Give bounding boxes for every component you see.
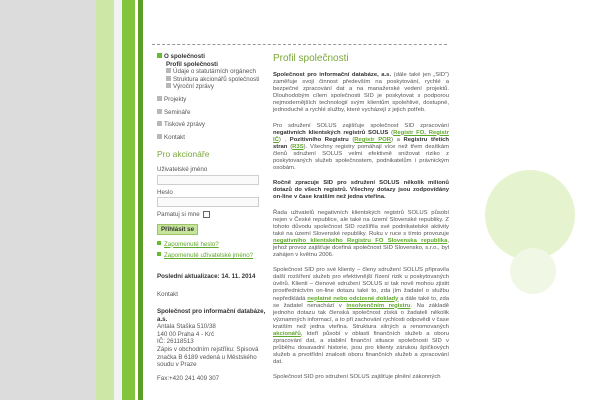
submenu <box>157 61 267 91</box>
username-label: Uživatelské jméno <box>157 165 208 173</box>
menu-item-o-spolecnosti[interactable]: O společnosti <box>157 53 267 61</box>
paragraph-queries: Ročně zpracuje SID pro sdružení SOLUS několik milionů dotazů do všech registrů. Všechny dotazy jsou zodpovídány on-line v čase kratším než jedna vteřina. <box>273 180 449 201</box>
contact-street: Antala Staška 510/38 <box>157 323 216 331</box>
password-label: Heslo <box>157 188 173 196</box>
forgot-username-link[interactable]: Zapomenuté uživatelské jméno? <box>164 252 254 260</box>
submenu-square-icon <box>166 68 171 73</box>
header-divider <box>152 44 447 45</box>
forgot-password-row <box>157 241 267 249</box>
link-registr-sk[interactable]: negativního klientského Registru FO Slovenska republika <box>273 237 448 244</box>
contact-block <box>157 308 267 382</box>
menu-item-kontakt[interactable]: Kontakt <box>157 134 267 142</box>
submenu-item-udaje[interactable]: Údaje o statutárních orgánech <box>166 68 267 76</box>
menu-square-icon <box>157 109 162 114</box>
remember-row <box>157 211 267 219</box>
last-update-date: 14. 11. 2014 <box>221 272 256 280</box>
submenu-square-icon <box>166 83 171 88</box>
last-update: Poslední aktualizace: 14. 11. 2014 <box>157 272 256 280</box>
paragraph-slovakia: Řada uživatelů negativních klientských registrů SOLUS působí nejen v České republice, ale také na území Slovenské republiky. Z tohoto důvodu společnost SID rozšířila své podnikatelské aktivity také na území Slovenské republiky. Ruku v ruce s tímto provozuje negativního klientského Registru FO Slovenska republika, jehož provoz zajišťuje dceřiná společnost SID Slovensko, s.r.o., byl zahájen v květnu 2006. <box>273 209 449 259</box>
page-title: Profil společnosti <box>273 53 349 64</box>
decor-circle-large <box>485 170 575 260</box>
password-input[interactable] <box>157 197 259 207</box>
remember-label: Pamatuj si mne <box>157 211 200 219</box>
menu-item-seminare[interactable]: Semináře <box>157 109 267 117</box>
link-registr-por[interactable]: Registr POR <box>354 136 391 143</box>
link-insolvencni-registr[interactable]: insolvenčním registru <box>346 302 411 309</box>
submenu-item-profil[interactable]: Profil společnosti <box>166 60 218 68</box>
bullet-icon <box>157 252 161 256</box>
link-registr-fo-ic[interactable]: Registr FO, Registr IČ <box>273 129 449 143</box>
contact-city: 140 00 Praha 4 - Krč <box>157 330 215 338</box>
menu-square-icon <box>157 121 162 126</box>
submenu-item-vyrocni[interactable]: Výroční zprávy <box>166 83 267 91</box>
stripe-light-gray-2 <box>114 0 122 400</box>
contact-org-name: Společnost pro informační databáze, a.s. <box>157 308 266 323</box>
paragraph-services: Společnost SID pro své klienty – členy sdružení SOLUS připravila další rozšíření služeb pro efektivnější řízení rizik u poskytovaných úvěrů. Klienti – členové sdružení SOLUS si tak nově mohou zjistit prostřednictvím on-line dotazu také to, zda jím žadatel o službu nepředkládá neplatné nebo odcizené doklady a dále také to, zda se žadatel nenachází v insolvenčním registru. Na základě jednoho dotazu tak členská společnost získá o žadateli několik významných informací, a to při zachování rychlosti odpovědi v čase kratším než jedna vteřina. Struktura silných a renomovaných akcionářů, kteří působí v oblasti finančních služeb a oboru zpracování dat, a stabilní finanční situace společnosti SID v průběhu dosavadní historie, jsou pro klienty zárukou špičkových služeb a prvotřídní znalosti oboru finančních služeb a zpracování dat. <box>273 267 450 366</box>
sidebar <box>157 53 267 382</box>
forgot-password-link[interactable]: Zapomenuté heslo? <box>164 240 219 248</box>
menu-item-tiskove-zpravy[interactable]: Tiskové zprávy <box>157 121 267 129</box>
main-content <box>273 53 449 390</box>
menu-square-icon <box>157 134 162 139</box>
decor-circle-small <box>510 248 556 294</box>
remember-checkbox[interactable] <box>203 211 210 218</box>
menu-square-icon <box>157 96 162 101</box>
paragraph-legal: Společnost SID pro sdružení SOLUS zajišťuje plnění zákonných <box>273 374 441 381</box>
submenu-square-icon <box>166 76 171 81</box>
contact-registry: Zápis v obchodním rejstříku: Spisová značka B 6189 vedená u Městského soudu v Praze <box>157 346 259 369</box>
contact-heading: Kontakt <box>157 290 178 298</box>
link-akcionari[interactable]: akcionářů <box>273 331 301 337</box>
stripe-left-gray <box>0 0 96 400</box>
paragraph-intro: Společnost pro informační databáze, a.s. (dále také jen „SID“) zaměřuje svoji činnost především na poskytování, rychlé a bezpečné zpracování dat a na manažerské vedení projektů. Dlouhodobým cílem společnosti SID je poskytovat s podporou nejmodernějších technologií svým klientům spolehlivé, dostupné, jednoduché a rychlé služby, které vycházejí z jejich potřeb. <box>273 72 449 114</box>
stripe-green <box>122 0 135 400</box>
link-doklady[interactable]: neplatné nebo odcizené doklady <box>307 295 399 302</box>
paragraph-registries: Pro sdružení SOLUS zajišťuje společnost SID zpracování negativních klientských registrů SOLUS (Registr FO, Registr IČ) , Pozitivního Registru (Registr POR) a Registru třetích stran (R3S). Všechny registry pomáhají více než třem desítkám členů sdružení SOLUS velmi efektivně snižovat riziko z poskytovaných služeb společnostem, podnikatelům i právnickým osobám. <box>273 122 449 172</box>
username-input[interactable] <box>157 175 259 185</box>
menu-item-projekty[interactable]: Projekty <box>157 96 267 104</box>
submenu-item-struktura[interactable]: Struktura akcionářů společnosti <box>166 76 267 84</box>
stripe-light-green <box>96 0 114 400</box>
bullet-icon <box>157 241 161 245</box>
contact-fax: Fax:+420 241 409 307 <box>157 374 220 382</box>
login-title: Pro akcionáře <box>157 149 210 160</box>
contact-ic: IČ: 26118513 <box>157 338 194 346</box>
forgot-username-row <box>157 252 267 260</box>
login-button[interactable]: Přihlásit se <box>157 224 198 235</box>
menu-square-icon <box>157 53 162 58</box>
link-r3s[interactable]: R3S <box>292 143 304 150</box>
